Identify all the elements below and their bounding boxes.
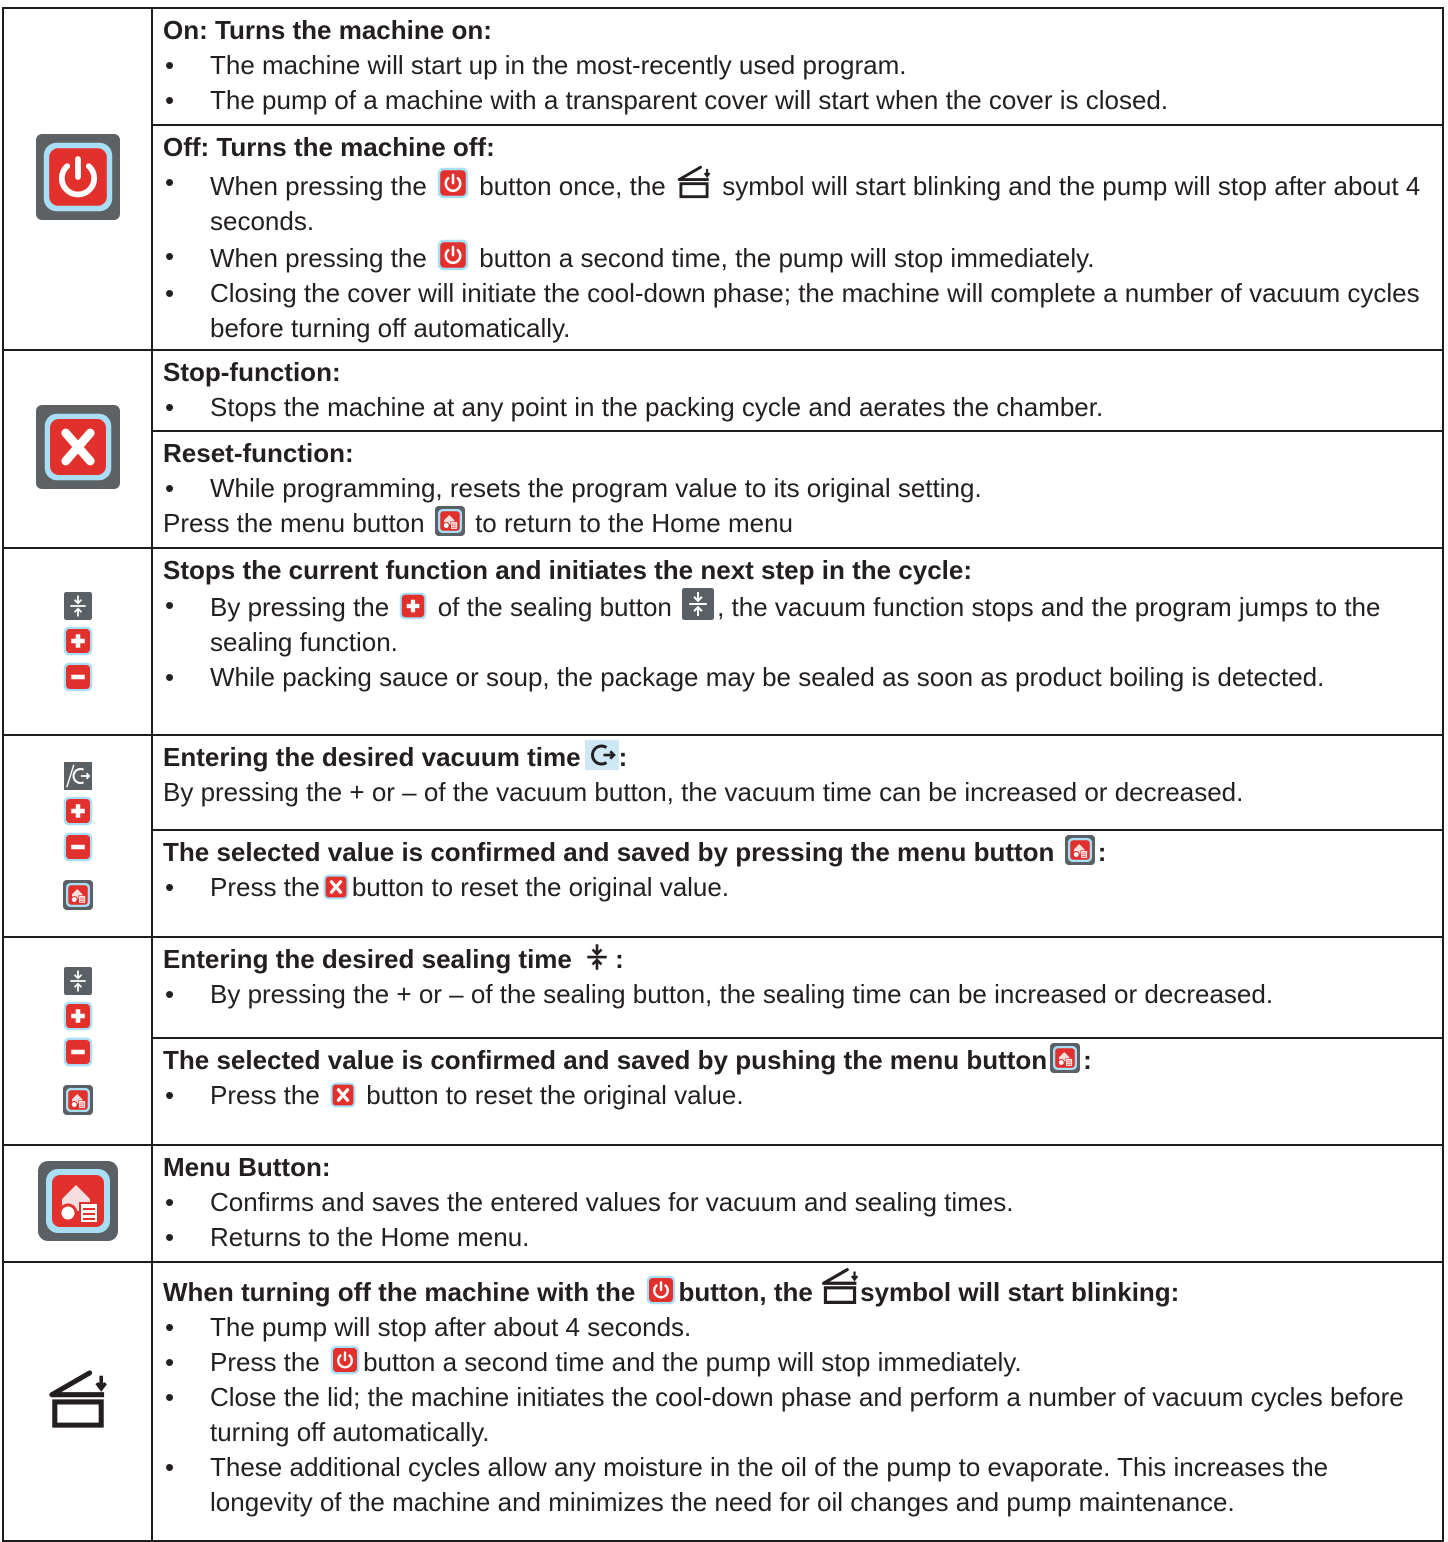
seal-button-icon — [682, 588, 714, 620]
plus-button-icon — [63, 1001, 93, 1031]
row-menu — [3, 1145, 1443, 1262]
lid-cell — [3, 1262, 152, 1541]
stop-description — [152, 350, 1443, 431]
vacuum-confirm-bullet-1 — [163, 870, 1434, 905]
minus-button-icon — [63, 832, 93, 862]
off-bullet-1-text-b: button once, the — [479, 171, 666, 201]
vacuum-time-heading — [163, 740, 1434, 775]
vacuum-time-heading-end: : — [618, 742, 628, 772]
next-step-bullet-1-c: , the vacuum function stops and the program jumps to the sealing function. — [210, 592, 1381, 657]
row-reset — [3, 431, 1443, 548]
on-bullet-2: • The pump of a machine with a transparent cover will start when the cover is closed. — [163, 83, 1434, 118]
sealing-confirm-heading-text: The selected value is confirmed and saved by pushing the menu button — [163, 1045, 1048, 1075]
next-step-description — [152, 548, 1443, 735]
off-bullet-1-text-c: symbol will start blinking and the pump will stop after about 4 seconds. — [210, 171, 1421, 236]
lid-cover-icon — [676, 165, 712, 199]
lid-description — [152, 1262, 1443, 1541]
lid-bullet-2 — [163, 1345, 1434, 1380]
next-step-bullet-1 — [163, 588, 1434, 660]
lid-heading-c: symbol will start blinking: — [860, 1277, 1180, 1307]
stop-x-button-icon — [323, 874, 349, 900]
lid-heading — [163, 1267, 1434, 1310]
next-step-bullet-2: • While packing sauce or soup, the package may be sealed as soon as product boiling is detected. — [163, 660, 1434, 695]
menu-home-button-icon — [38, 1161, 118, 1241]
vacuum-confirm-bullet-1-a: Press the — [210, 872, 320, 902]
lid-bullet-3: • Close the lid; the machine initiates the cool-down phase and perform a number of vacuum cycles before turning off automatically. — [163, 1380, 1434, 1450]
lid-bullet-4: • These additional cycles allow any moisture in the oil of the pump to evaporate. This increases the longevity of the machine and minimizes the need for oil changes and pump maintenance. — [163, 1450, 1434, 1520]
on-heading: On: Turns the machine on: — [163, 15, 492, 45]
lid-cover-icon — [820, 1267, 860, 1305]
menu-home-button-icon — [1065, 835, 1095, 865]
sealing-confirm-bullet-1-b: button to reset the original value. — [366, 1080, 744, 1110]
sealing-confirm-bullet-1 — [163, 1078, 1434, 1113]
seal-plus-minus-menu-group — [63, 967, 93, 1115]
stop-cell — [3, 350, 152, 548]
on-bullet-1: • The machine will start up in the most-recently used program. — [163, 48, 1434, 83]
plus-button-icon — [63, 796, 93, 826]
vacuum-confirm-description — [152, 830, 1443, 937]
menu-home-button-icon — [1050, 1043, 1080, 1073]
power-button-icon — [36, 134, 120, 220]
menu-description — [152, 1145, 1443, 1262]
power-button-icon — [437, 239, 469, 271]
sealing-time-heading — [163, 942, 1434, 977]
reset-menu-line-b: to return to the Home menu — [475, 508, 794, 538]
menu-home-button-icon — [63, 880, 93, 910]
seal-button-icon — [64, 967, 92, 995]
power-button-icon — [437, 167, 469, 199]
stop-x-button-icon — [330, 1082, 356, 1108]
vacuum-confirm-heading-text: The selected value is confirmed and saved by pressing the menu button — [163, 837, 1055, 867]
seal-button-icon — [64, 592, 92, 620]
row-vacuum-confirm — [3, 830, 1443, 937]
stop-x-button-icon — [36, 405, 120, 489]
vacuum-arrow-icon — [64, 762, 92, 790]
sealing-time-cell — [3, 937, 152, 1145]
menu-home-button-icon — [435, 506, 465, 536]
reset-menu-line — [163, 506, 1434, 541]
lid-cover-icon — [46, 1370, 110, 1428]
sealing-time-bullet-1: • By pressing the + or – of the sealing button, the sealing time can be increased or decreased. — [163, 977, 1434, 1012]
vacuum-time-heading-text: Entering the desired vacuum time — [163, 742, 581, 772]
lid-heading-a: When turning off the machine with the — [163, 1277, 636, 1307]
off-bullet-3: • Closing the cover will initiate the cool-down phase; the machine will complete a number of vacuum cycles before turning off automatically. — [163, 276, 1434, 346]
reset-description — [152, 431, 1443, 548]
menu-home-button-icon — [63, 1085, 93, 1115]
sealing-confirm-description — [152, 1038, 1443, 1145]
vacuum-arrow-icon — [585, 740, 619, 770]
seal-button-icon — [582, 942, 612, 972]
off-bullet-2-text-b: button a second time, the pump will stop immediately. — [479, 243, 1095, 273]
row-sealing-confirm — [3, 1038, 1443, 1145]
sealing-confirm-bullet-1-a: Press the — [210, 1080, 320, 1110]
sealing-time-heading-text: Entering the desired sealing time — [163, 944, 572, 974]
reset-menu-line-a: Press the menu button — [163, 508, 425, 538]
sealing-time-heading-end: : — [615, 944, 624, 974]
row-sealing-time — [3, 937, 1443, 1038]
row-off — [3, 125, 1443, 350]
button-reference-table — [2, 7, 1444, 1542]
off-heading: Off: Turns the machine off: — [163, 132, 495, 162]
menu-bullet-1: • Confirms and saves the entered values for vacuum and sealing times. — [163, 1185, 1434, 1220]
plus-button-icon — [399, 592, 427, 620]
row-stop — [3, 350, 1443, 431]
next-step-bullet-1-a: By pressing the — [210, 592, 390, 622]
plus-button-icon — [63, 626, 93, 656]
vacuum-plus-minus-menu-group — [63, 762, 93, 910]
next-step-heading: Stops the current function and initiates the next step in the cycle: — [163, 555, 973, 585]
vacuum-confirm-bullet-1-b: button to reset the original value. — [351, 872, 730, 902]
vacuum-time-description — [152, 735, 1443, 830]
stop-bullet-1: • Stops the machine at any point in the packing cycle and aerates the chamber. — [163, 390, 1434, 425]
lid-bullet-1: • The pump will stop after about 4 seconds. — [163, 1310, 1434, 1345]
lid-bullet-2-a: Press the — [210, 1347, 320, 1377]
vacuum-confirm-heading-end: : — [1097, 837, 1107, 867]
off-bullet-1-text-a: When pressing the — [210, 171, 427, 201]
reset-bullet-1: • While programming, resets the program value to its original setting. — [163, 471, 1434, 506]
seal-plus-minus-group — [63, 592, 93, 692]
vacuum-time-cell — [3, 735, 152, 937]
row-lid — [3, 1262, 1443, 1541]
reset-heading: Reset-function: — [163, 438, 354, 468]
row-on — [3, 8, 1443, 125]
off-bullet-2 — [163, 239, 1434, 276]
next-step-bullet-1-b: of the sealing button — [437, 592, 672, 622]
row-vacuum-time — [3, 735, 1443, 830]
on-description — [152, 8, 1443, 125]
vacuum-confirm-heading — [163, 835, 1434, 870]
next-step-cell — [3, 548, 152, 735]
menu-heading: Menu Button: — [163, 1152, 331, 1182]
minus-button-icon — [63, 662, 93, 692]
minus-button-icon — [63, 1037, 93, 1067]
off-bullet-2-text-a: When pressing the — [210, 243, 427, 273]
off-description — [152, 125, 1443, 350]
power-cell — [3, 8, 152, 350]
lid-bullet-2-b: button a second time and the pump will stop immediately. — [363, 1347, 1022, 1377]
menu-bullet-2: • Returns to the Home menu. — [163, 1220, 1434, 1255]
row-next-step — [3, 548, 1443, 735]
sealing-confirm-heading — [163, 1043, 1434, 1078]
power-button-icon — [330, 1345, 360, 1375]
lid-heading-b: button, the — [678, 1277, 813, 1307]
power-button-icon — [646, 1275, 676, 1305]
sealing-time-description — [152, 937, 1443, 1038]
menu-cell — [3, 1145, 152, 1262]
stop-heading: Stop-function: — [163, 357, 341, 387]
off-bullet-1 — [163, 165, 1434, 239]
vacuum-time-line: By pressing the + or – of the vacuum button, the vacuum time can be increased or decreased. — [163, 777, 1244, 807]
sealing-confirm-heading-end: : — [1083, 1045, 1092, 1075]
